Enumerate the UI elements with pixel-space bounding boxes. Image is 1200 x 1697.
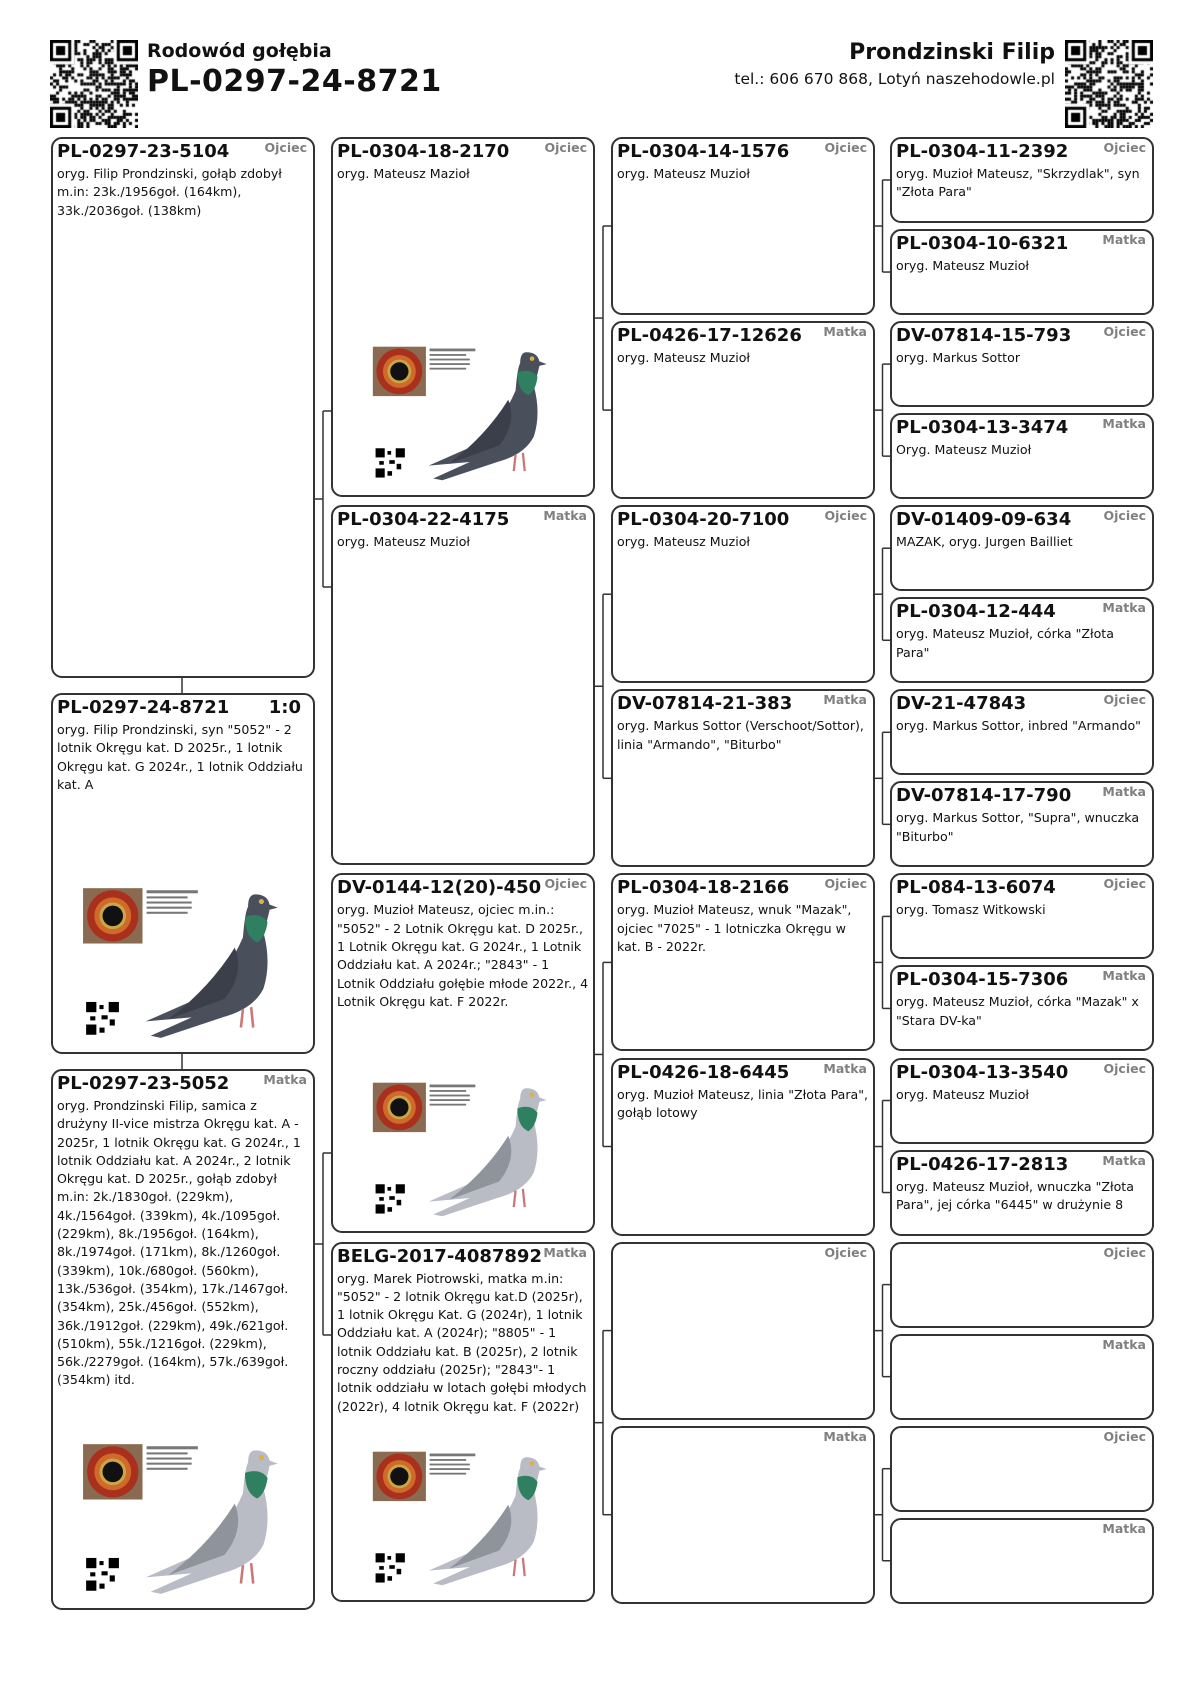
pigeon-description: oryg. Filip Prondzinski, syn "5052" - 2 lotnik Okręgu kat. D 2025r., 1 lotnik Okręgu kat. G 2024r., 1 lotnik Oddziału kat. A — [57, 722, 303, 792]
ring-number: PL-0304-18-2170 — [337, 141, 510, 162]
pigeon-description: oryg. Mateusz Muzioł, córka "Złota Para" — [896, 626, 1114, 660]
sex-role-label: Matka — [543, 508, 587, 524]
pigeon-description: oryg. Filip Prondzinski, gołąb zdobył m.in: 23k./1956goł. (164km), 33k./2036goł. (138km) — [57, 166, 282, 218]
pigeon-photo — [371, 1080, 554, 1219]
ring-number: PL-0304-12-444 — [896, 601, 1056, 623]
sex-role-label: Matka — [1102, 600, 1146, 616]
pigeon-photo-image — [371, 344, 554, 483]
pigeon-description: oryg. Markus Sottor — [896, 350, 1021, 366]
sex-role-label: Matka — [823, 1060, 867, 1076]
sex-role-label: Matka — [823, 324, 867, 340]
ancestor-card — [890, 1426, 1154, 1512]
ancestor-card — [890, 1242, 1154, 1328]
sex-role-label: Ojciec — [1103, 140, 1146, 155]
pigeon-description: oryg. Muzioł Mateusz, ojciec m.in.: "5052" - 2 Lotnik Okręgu kat. D 2025r., 1 Lotnik Okręgu kat. G 2024r., 1 Lotnik Oddziału kat. A 2024r.; "2843" - 1 Lotnik Oddziału gołębie młode 2022r., 4 Lotnik Okręgu kat. F 2022r. — [337, 902, 589, 1009]
sex-role-label: Matka — [543, 1244, 587, 1260]
ring-number: PL-0304-13-3540 — [896, 1061, 1069, 1083]
breeder-name: Prondzinski Filip — [849, 40, 1055, 65]
pigeon-photo-image — [371, 1449, 554, 1588]
sex-role-label: Matka — [1102, 1520, 1146, 1536]
sex-role-label: Matka — [1102, 1336, 1146, 1352]
ancestor-card — [890, 1150, 1154, 1236]
ring-number: PL-0304-14-1576 — [617, 141, 790, 162]
pigeon-description: Oryg. Mateusz Muzioł — [896, 442, 1032, 458]
ring-number: DV-0144-12(20)-450 — [337, 877, 542, 899]
pigeon-photo — [81, 1442, 286, 1596]
pigeon-description: oryg. Mateusz Muzioł — [896, 258, 1030, 274]
pigeon-photo — [371, 344, 554, 483]
ring-number: PL-0304-20-7100 — [617, 509, 790, 531]
ring-number: DV-07814-17-790 — [896, 785, 1072, 807]
ring-number: PL-0426-17-12626 — [617, 325, 802, 347]
pigeon-description: oryg. Muzioł Mateusz, "Skrzydlak", syn "Złota Para" — [896, 166, 1140, 200]
pigeon-photo-image — [81, 886, 286, 1040]
ring-number: PL-0304-13-3474 — [896, 417, 1069, 439]
ancestor-card — [51, 1069, 315, 1610]
pigeon-description: oryg. Mateusz Muzioł — [337, 534, 471, 550]
ancestor-card — [611, 137, 875, 315]
sex-role-label: Ojciec — [544, 140, 587, 155]
sex-role-label: Ojciec — [1103, 876, 1146, 892]
ancestor-card — [611, 689, 875, 867]
breeder-contact: tel.: 606 670 868, Lotyń naszehodowle.pl — [734, 70, 1055, 88]
sex-role-label: Ojciec — [824, 508, 867, 524]
ancestor-card — [331, 873, 595, 1233]
ancestor-card — [890, 1058, 1154, 1144]
ancestor-card — [611, 321, 875, 499]
ring-number: PL-0297-24-8721 — [57, 697, 230, 718]
pigeon-description: oryg. Muzioł Mateusz, wnuk "Mazak", ojciec "7025" - 1 lotniczka Okręgu w kat. B - 2022r. — [617, 902, 852, 954]
pigeon-photo-image — [371, 1080, 554, 1219]
pigeon-description: oryg. Mateusz Muzioł, córka "Mazak" x "Stara DV-ka" — [896, 994, 1139, 1028]
sex-role-label: Ojciec — [1103, 508, 1146, 524]
ancestor-card — [611, 1242, 875, 1420]
ancestor-card — [890, 1518, 1154, 1604]
sex-role-label: Matka — [823, 1428, 867, 1444]
ring-number: PL-0426-17-2813 — [896, 1153, 1069, 1175]
ring-number: DV-01409-09-634 — [896, 509, 1072, 531]
sex-role-label: Ojciec — [1103, 324, 1146, 340]
sex-role-label: Matka — [1102, 784, 1146, 800]
ancestor-card — [611, 1058, 875, 1236]
ancestor-card — [890, 781, 1154, 867]
ring-number: PL-0297-23-5104 — [57, 141, 230, 162]
sex-role-label: Ojciec — [1103, 1428, 1146, 1444]
pigeon-ring-number: PL-0297-24-8721 — [147, 64, 442, 99]
pigeon-description: oryg. Tomasz Witkowski — [896, 902, 1046, 918]
ring-number: PL-0426-18-6445 — [617, 1061, 790, 1083]
ancestor-card — [611, 1426, 875, 1604]
pigeon-description: MAZAK, oryg. Jurgen Bailliet — [896, 534, 1073, 550]
ancestor-card — [890, 137, 1154, 223]
ancestor-card — [890, 689, 1154, 775]
result-label: 1:0 — [268, 697, 301, 718]
ring-number: DV-07814-21-383 — [617, 693, 793, 715]
ring-number: BELG-2017-4087892 — [337, 1245, 542, 1267]
sex-role-label: Matka — [823, 692, 867, 708]
ring-number: DV-07814-15-793 — [896, 325, 1072, 347]
ancestor-card — [890, 229, 1154, 315]
pigeon-description: oryg. Mateusz Muzioł — [617, 350, 751, 366]
ring-number: PL-0304-18-2166 — [617, 877, 790, 899]
ancestor-card — [331, 505, 595, 865]
sex-role-label: Ojciec — [824, 876, 867, 892]
ancestor-card — [890, 597, 1154, 683]
ring-number: PL-0304-22-4175 — [337, 509, 510, 531]
pigeon-description: oryg. Mateusz Mazioł — [337, 166, 470, 181]
pigeon-description: oryg. Mateusz Muzioł — [896, 1086, 1030, 1102]
pigeon-photo-image — [81, 1442, 286, 1596]
ring-number: DV-21-47843 — [896, 693, 1027, 715]
sex-role-label: Matka — [263, 1072, 307, 1087]
ancestor-card — [51, 137, 315, 678]
sex-role-label: Matka — [1102, 232, 1146, 248]
ring-number: PL-084-13-6074 — [896, 877, 1056, 899]
ring-number: PL-0304-15-7306 — [896, 969, 1069, 991]
sex-role-label: Ojciec — [1103, 1060, 1146, 1076]
ring-number: PL-0304-10-6321 — [896, 233, 1069, 255]
pigeon-description: oryg. Markus Sottor, inbred "Armando" — [896, 718, 1141, 734]
sex-role-label: Ojciec — [1103, 692, 1146, 708]
pigeon-description: oryg. Markus Sottor, "Supra", wnuczka "Biturbo" — [896, 810, 1140, 844]
document-title: Rodowód gołębia — [147, 40, 332, 62]
pigeon-photo — [81, 886, 286, 1040]
sex-role-label: Matka — [1102, 416, 1146, 432]
ring-number: PL-0297-23-5052 — [57, 1073, 230, 1094]
sex-role-label: Ojciec — [264, 140, 307, 155]
ancestor-card — [890, 505, 1154, 591]
ancestor-card — [331, 1242, 595, 1602]
ancestor-card — [331, 137, 595, 497]
ancestor-card — [890, 873, 1154, 959]
ancestor-card — [890, 965, 1154, 1051]
pigeon-description: oryg. Mateusz Muzioł — [617, 166, 751, 181]
pigeon-description: oryg. Mateusz Muzioł — [617, 534, 751, 550]
pigeon-description: oryg. Markus Sottor (Verschoot/Sottor), linia "Armando", "Biturbo" — [617, 718, 864, 752]
ring-number: PL-0304-11-2392 — [896, 141, 1069, 162]
ancestor-card — [890, 1334, 1154, 1420]
ancestor-card — [611, 505, 875, 683]
sex-role-label: Matka — [1102, 968, 1146, 984]
ancestor-card — [890, 413, 1154, 499]
pigeon-description: oryg. Mateusz Muzioł, wnuczka "Złota Para", jej córka "6445" w drużynie 8 — [896, 1178, 1134, 1212]
ancestor-card — [611, 873, 875, 1051]
ancestor-card — [890, 321, 1154, 407]
sex-role-label: Matka — [1102, 1152, 1146, 1168]
subject-pigeon-card — [51, 693, 315, 1054]
pigeon-description: oryg. Prondzinski Filip, samica z drużyny II-vice mistrza Okręgu kat. A - 2025r, 1 lotnik Okręgu kat. G 2024r., 1 lotnik Oddziału kat. A 2024r., 2 lotnik Okręgu kat. D 2025r., gołąb zdobył m.in: 2k./1830goł. (229km), 4k./1564goł. (339km), 4k./1095goł. (229km), 8k./1956goł. (164km), 8k./1974goł. (171km), 8k./1260goł. (339km), 10k./680goł. (560km), 13k./536goł. (354km), 17k./1467goł. (354km), 25k./456goł. (552km), 36k./1912goł. (229km), 49k./621goł. (510km), 55k./1216goł. (229km), 56k./2279goł. (164km), 57k./639goł. (354km) itd. — [57, 1098, 301, 1388]
sex-role-label: Ojciec — [824, 1244, 867, 1260]
pigeon-description: oryg. Muzioł Mateusz, linia "Złota Para", gołąb lotowy — [617, 1086, 869, 1120]
sex-role-label: Ojciec — [1103, 1244, 1146, 1260]
pigeon-photo — [371, 1449, 554, 1588]
sex-role-label: Ojciec — [544, 876, 587, 892]
sex-role-label: Ojciec — [824, 140, 867, 155]
pigeon-description: oryg. Marek Piotrowski, matka m.in: "5052" - 2 lotnik Okręgu kat.D (2025r), 1 lotnik Okręgu Kat. G (2024r), 1 lotnik Oddziału kat. A (2024r); "8805" - 1 lotnik Oddziału kat. B (2025r), 2 lotnik roczny oddziału (2025r); "2843"- 1 lotnik oddziału w lotach gołębi młodych (2022r), 4 lotnik Okręgu kat. F (2022r) — [337, 1270, 587, 1414]
